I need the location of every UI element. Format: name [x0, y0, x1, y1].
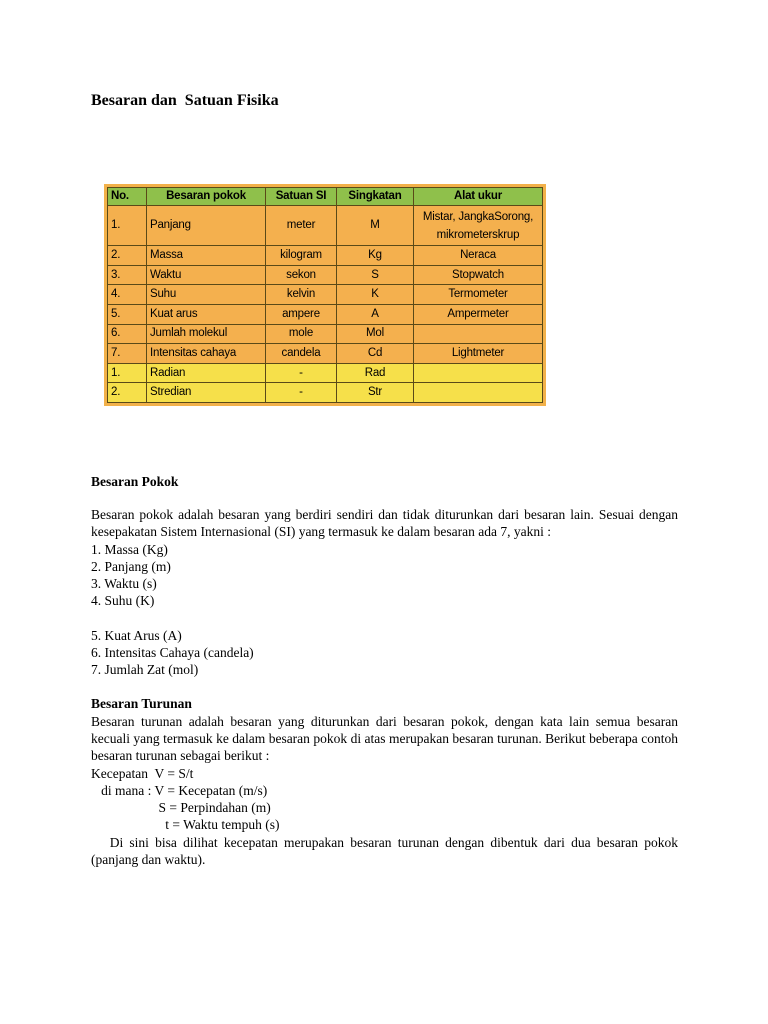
- list-item: 3. Waktu (s): [91, 576, 157, 591]
- cell-alat-ukur: Ampermeter: [414, 305, 543, 325]
- cell-besaran: Massa: [147, 246, 266, 266]
- header-no: No.: [108, 188, 147, 206]
- cell-alat-ukur: [414, 383, 543, 403]
- cell-satuan: kilogram: [266, 246, 337, 266]
- cell-alat-ukur: [414, 324, 543, 344]
- cell-alat-ukur: Stopwatch: [414, 265, 543, 285]
- cell-besaran: Intensitas cahaya: [147, 344, 266, 364]
- table-row: [108, 265, 543, 285]
- cell-singkatan: S: [337, 265, 414, 285]
- cell-besaran: Waktu: [147, 265, 266, 285]
- cell-no: 7.: [108, 344, 147, 364]
- cell-singkatan: M: [337, 206, 414, 246]
- table-row: [108, 383, 543, 403]
- cell-satuan: kelvin: [266, 285, 337, 305]
- table-row: [108, 344, 543, 364]
- table-row: [108, 206, 543, 246]
- table-row: [108, 305, 543, 325]
- cell-alat-ukur: Mistar, JangkaSorong, mikrometerskrup: [414, 206, 543, 246]
- cell-besaran: Kuat arus: [147, 305, 266, 325]
- list-item: 7. Jumlah Zat (mol): [91, 662, 199, 677]
- formula-line: Kecepatan V = S/t: [91, 766, 194, 781]
- cell-alat-ukur: [414, 363, 543, 383]
- list-item: 5. Kuat Arus (A): [91, 628, 182, 643]
- page-title: Besaran dan Satuan Fisika: [91, 92, 279, 109]
- cell-satuan: sekon: [266, 265, 337, 285]
- si-units-table-image: [104, 184, 546, 406]
- cell-singkatan: A: [337, 305, 414, 325]
- cell-alat-ukur: Lightmeter: [414, 344, 543, 364]
- cell-no: 3.: [108, 265, 147, 285]
- besaran-turunan-heading: Besaran Turunan: [91, 696, 192, 711]
- cell-no: 1.: [108, 206, 147, 246]
- list-item: 1. Massa (Kg): [91, 542, 168, 557]
- cell-besaran: Suhu: [147, 285, 266, 305]
- formula-definition: t = Waktu tempuh (s): [91, 817, 280, 832]
- besaran-pokok-intro: Besaran pokok adalah besaran yang berdiri sendiri dan tidak diturunkan dari besaran lain. Sesuai dengan kesepakatan Sistem Internasional (SI) yang termasuk ke dalam besaran ada 7, yakni :: [91, 507, 678, 540]
- cell-satuan: -: [266, 383, 337, 403]
- header-besaran-pokok: Besaran pokok: [147, 188, 266, 206]
- table-row: [108, 324, 543, 344]
- formula-definition: S = Perpindahan (m): [91, 800, 271, 815]
- cell-besaran: Panjang: [147, 206, 266, 246]
- cell-singkatan: K: [337, 285, 414, 305]
- header-satuan-si: Satuan SI: [266, 188, 337, 206]
- cell-no: 2.: [108, 246, 147, 266]
- list-item: 6. Intensitas Cahaya (candela): [91, 645, 254, 660]
- table-header-row: [108, 188, 543, 206]
- cell-no: 6.: [108, 324, 147, 344]
- cell-satuan: -: [266, 363, 337, 383]
- besaran-pokok-heading: Besaran Pokok: [91, 474, 179, 489]
- cell-singkatan: Rad: [337, 363, 414, 383]
- cell-alat-ukur: Termometer: [414, 285, 543, 305]
- cell-satuan: mole: [266, 324, 337, 344]
- list-item: 2. Panjang (m): [91, 559, 171, 574]
- cell-satuan: candela: [266, 344, 337, 364]
- header-singkatan: Singkatan: [337, 188, 414, 206]
- table-row: [108, 285, 543, 305]
- besaran-turunan-closing: Di sini bisa dilihat kecepatan merupakan besaran turunan dengan dibentuk dari dua besaran pokok (panjang dan waktu).: [91, 835, 682, 868]
- cell-alat-ukur: Neraca: [414, 246, 543, 266]
- cell-no: 5.: [108, 305, 147, 325]
- cell-satuan: meter: [266, 206, 337, 246]
- cell-besaran: Stredian: [147, 383, 266, 403]
- cell-besaran: Jumlah molekul: [147, 324, 266, 344]
- cell-no: 4.: [108, 285, 147, 305]
- cell-no: 1.: [108, 363, 147, 383]
- cell-satuan: ampere: [266, 305, 337, 325]
- table-row: [108, 363, 543, 383]
- cell-besaran: Radian: [147, 363, 266, 383]
- cell-singkatan: Mol: [337, 324, 414, 344]
- cell-singkatan: Cd: [337, 344, 414, 364]
- besaran-turunan-intro: Besaran turunan adalah besaran yang diturunkan dari besaran pokok, dengan kata lain semua besaran kecuali yang termasuk ke dalam besaran pokok di atas merupakan besaran turunan. Berikut beberapa contoh besaran turunan sebagai berikut :: [91, 714, 678, 764]
- cell-singkatan: Str: [337, 383, 414, 403]
- table-row: [108, 246, 543, 266]
- list-item: 4. Suhu (K): [91, 593, 155, 608]
- cell-singkatan: Kg: [337, 246, 414, 266]
- si-units-table: [107, 187, 543, 403]
- cell-no: 2.: [108, 383, 147, 403]
- header-alat-ukur: Alat ukur: [414, 188, 543, 206]
- formula-definition: di mana : V = Kecepatan (m/s): [91, 783, 268, 798]
